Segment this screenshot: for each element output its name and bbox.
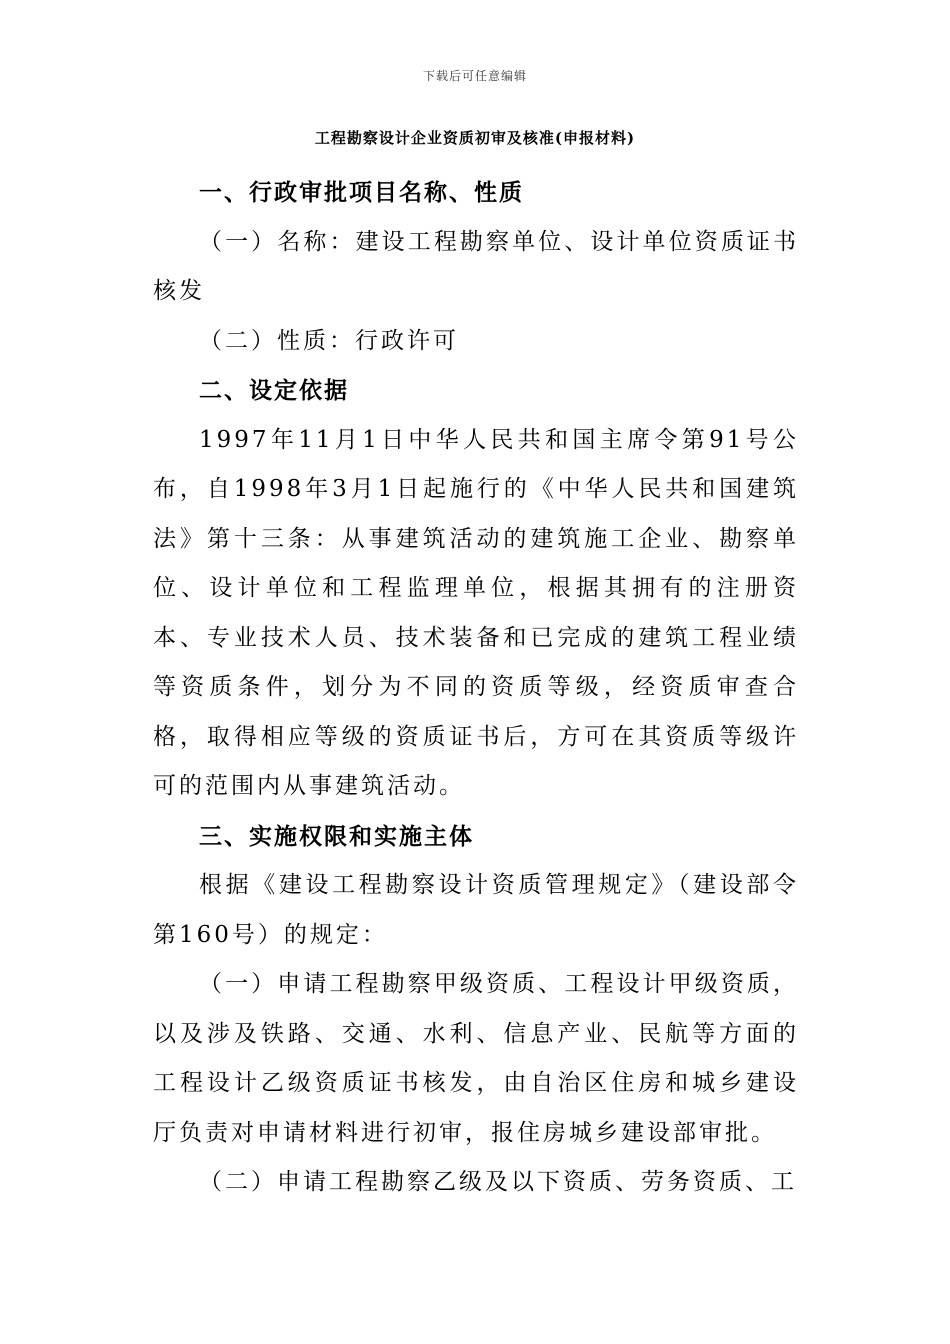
section-3-item-2: （二）申请工程勘察乙级及以下资质、劳务资质、工	[199, 1169, 797, 1195]
section-2-heading: 二、设定依据	[199, 377, 349, 404]
section-1-heading: 一、行政审批项目名称、性质	[199, 179, 524, 206]
section-3-paragraph: 根据《建设工程勘察设计资质管理规定》（建设部令第160号）的规定：	[153, 872, 799, 948]
section-1-item-2: （二）性质：行政许可	[199, 327, 459, 354]
header-note: 下载后可任意编辑	[422, 69, 527, 83]
document-title: 工程勘察设计企业资质初审及核准(申报材料)	[314, 129, 636, 147]
section-2-paragraph: 1997年11月1日中华人民共和国主席令第91号公布，自1998年3月1日起施行的《中华人民共和国建筑法》第十三条：从事建筑活动的建筑施工企业、勘察单位、设计单位和工程监理单位，根据其拥有的注册资本、专业技术人员、技术装备和已完成的建筑工程业绩等资质条件，划分为不同的资质等级，经资质审查合格，取得相应等级的资质证书后，方可在其资质等级许可的范围内从事建筑活动。	[153, 426, 799, 799]
section-3-heading: 三、实施权限和实施主体	[199, 822, 474, 850]
section-3-item-1: （一）申请工程勘察甲级资质、工程设计甲级资质，以及涉及铁路、交通、水利、信息产业、民航等方面的工程设计乙级资质证书核发，由自治区住房和城乡建设厅负责对申请材料进行初审，报住房城乡建设部审批。	[153, 971, 799, 1146]
section-1-item-1: （一）名称：建设工程勘察单位、设计单位资质证书核发	[153, 228, 799, 304]
document-body	[153, 168, 799, 1208]
